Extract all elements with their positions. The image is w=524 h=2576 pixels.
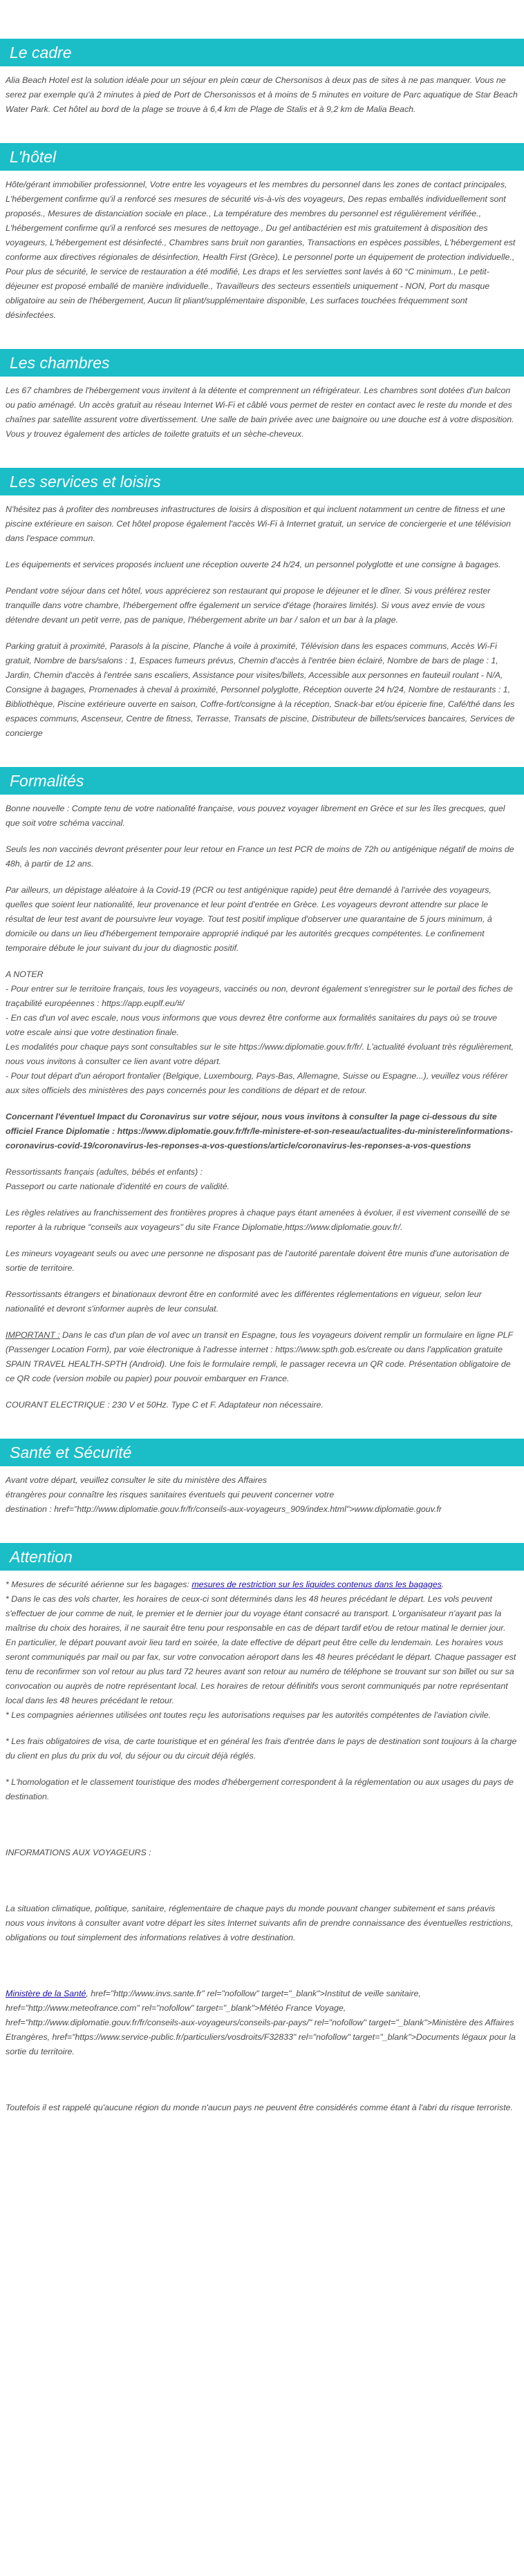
paragraph: * Les frais obligatoires de visa, de carte touristique et en général les frais d'entrée dans le pays de destination sont toujours à la charge du client en plus du prix du vol, du séjour ou du circuit déjà réglés. <box>6 1736 517 1761</box>
paragraph: INFORMATIONS AUX VOYAGEURS : <box>6 1848 151 1857</box>
section-chambres <box>0 349 524 442</box>
paragraph: Les 67 chambres de l'hébergement vous invitent à la détente et comprennent un réfrigérateur. Les chambres sont dotées d'un balcon ou patio aménagé. Un accès gratuit au réseau Internet Wi-Fi et câblé vous permet de rester en contact avec le reste du monde et des chaînes par satellite assurent votre divertissement. Une salle de bain privée avec une baignoire ou une douche est à votre disposition. Vous y trouvez également des articles de toilette gratuits et un sèche-cheveux. <box>6 386 514 439</box>
paragraph: A NOTER - Pour entrer sur le territoire français, tous les voyageurs, vaccinés ou non, devront également s'enregistrer sur le portail des fiches de traçabilité européennes : https://app.euplf.eu/#/ - En cas d'un vol avec escale, nous vous informons que vous devrez être conforme aux formalités sanitaires du pays où se trouve votre escale ainsi que votre destination finale. Les modalités pour chaque pays sont consultables sur le site https://www.diplomatie.gouv.fr/fr/. L'actualité évoluant très régulièrement, nous vous invitons à consulter ce lien avant votre départ. - Pour tout départ d'un aéroport frontalier (Belgique, Luxembourg, Pays-Bas, Allemagne, Suisse ou Espagne...), veuillez vous référer aux sites officiels des ministères des pays concernés pour les conditions de départ et de retour. <box>6 969 514 1095</box>
paragraph: Les mineurs voyageant seuls ou avec une personne ne disposant pas de l'autorité parentale doivent être munis d'une autorisation de sortie de territoire. <box>6 1249 509 1273</box>
coronavirus-notice: Concernant l'éventuel Impact du Coronavirus sur votre séjour, nous vous invitons à consulter la page ci-dessous du site officiel France Diplomatie : https://www.diplomatie.gouv.fr/fr/le-ministere-et-son-reseau/actualites-du-ministere/informations-coronavirus-covid-19/coronavirus-les-reponses-a-vos-questions/article/coronavirus-les-reponses-a-vos-questions <box>6 1112 513 1150</box>
section-title: L'hôtel <box>0 143 524 171</box>
section-attention <box>0 1543 524 2115</box>
paragraph: Ressortissants français (adultes, bébés et enfants) : Passeport ou carte nationale d'identité en cours de validité. <box>6 1167 230 1191</box>
page <box>0 39 524 2115</box>
paragraph: Avant votre départ, veuillez consulter le site du ministère des Affaires étrangères pour connaître les risques sanitaires éventuels qui peuvent concerner votre destination : href="http://www.diplomatie.gouv.fr/fr/conseils-aux-voyageurs_909/index.html">www.diplomatie.gouv.fr <box>6 1475 442 1514</box>
ministere-sante-link[interactable]: Ministère de la Santé <box>6 1989 86 1998</box>
paragraph: * L'homologation et le classement touristique des modes d'hébergement correspondent à la réglementation ou aux usages du pays de destination. <box>6 1777 514 1801</box>
paragraph: N'hésitez pas à profiter des nombreuses infrastructures de loisirs à disposition et qui incluent notamment un centre de fitness et une piscine extérieure en saison. Cet hôtel propose également l'accès Wi-Fi à Internet gratuit, un service de conciergerie et une télévision dans l'espace commun. <box>6 504 511 543</box>
security-paragraph <box>6 1578 518 1723</box>
security-prefix: * Mesures de sécurité aérienne sur les bagages: <box>6 1580 192 1589</box>
section-title: Santé et Sécurité <box>0 1439 524 1466</box>
paragraph: Par ailleurs, un dépistage aléatoire à la Covid-19 (PCR ou test antigénique rapide) peut être demandé à l'arrivée des voyageurs, quelles que soient leur nationalité, leur provenance et leur point d'entrée en Grèce. Les voyageurs devront attendre sur place le résultat de leur test avant de poursuivre leur voyage. Tout test positif implique d'observer une quarantaine de 5 jours minimum, à domicile ou dans un lieu d'hébergement temporaire approprié indiqué par les autorités grecques compétentes. Le confinement temporaire débute le jour suivant du jour du diagnostic positif. <box>6 885 492 953</box>
section-le-cadre <box>0 39 524 117</box>
paragraph: Ressortissants étrangers et binationaux devront être en conformité avec les différentes réglementations en vigueur, selon leur nationalité et devront s'informer auprès de leur consulat. <box>6 1289 482 1314</box>
section-hotel <box>0 143 524 323</box>
paragraph: La situation climatique, politique, sanitaire, réglementaire de chaque pays du monde pouvant changer subitement et sans préavis nous vous invitons à consulter avant votre départ les sites Internet suivants afin de prendre connaissance des éventuelles restrictions, obligations ou tout simplement des informations relatives à votre destination. <box>6 1904 514 1942</box>
section-title: Les chambres <box>0 349 524 377</box>
section-services-loisirs <box>0 468 524 741</box>
paragraph: Parking gratuit à proximité, Parasols à la piscine, Planche à voile à proximité, Télévision dans les espaces communs, Accès Wi-Fi gratuit, Nombre de bars/salons : 1, Espaces fumeurs prévus, Chemin d'accès à l'entrée bien éclairé, Nombre de bars de plage : 1, Jardin, Chemin d'accès à l'entrée sans escaliers, Assistance pour visites/billets, Accessible aux personnes en fauteuil roulant - N/A, Consigne à bagages, Promenades à cheval à proximité, Personnel polyglotte, Réception ouverte 24 h/24, Nombre de restaurants : 1, Bibliothèque, Piscine extérieure ouverte en saison, Coffre-fort/consigne à la réception, Snack-bar et/ou épicerie fine, Café/thé dans les espaces communs, Ascenseur, Centre de fitness, Terrasse, Transats de piscine, Distributeur de billets/services bancaires, Services de concierge <box>6 641 515 738</box>
liquids-restriction-link[interactable]: mesures de restriction sur les liquides contenus dans les bagages <box>191 1580 442 1589</box>
important-text: Dans le cas d'un plan de vol avec un transit en Espagne, tous les voyageurs doivent remplir un formulaire en ligne PLF (Passenger Location Form), par voie électronique à l'adresse internet : https://www.spth.gob.es/create ou dans l'application gratuite SPAIN TRAVEL HEALTH-SPTH (Android). Une fois le formulaire rempli, le passager recevra un QR code. Présentation obligatoire de ce QR code (version mobile ou papier) pour pouvoir embarquer en France. <box>6 1330 513 1383</box>
paragraph: Pendant votre séjour dans cet hôtel, vous apprécierez son restaurant qui propose le déjeuner et le dîner. Si vous préférez rester tranquille dans votre chambre, l'hébergement offre également un service d'étage (horaires limités). Si vous avez envie de vous détendre devant un petit verre, pas de panique, l'hébergement abrite un bar / salon et un bar à la plage. <box>6 586 491 625</box>
important-paragraph <box>6 1328 518 1386</box>
paragraph: Les équipements et services proposés incluent une réception ouverte 24 h/24, un personnel polyglotte et une consigne à bagages. <box>6 560 501 569</box>
paragraph: Toutefois il est rappelé qu'aucune région du monde n'aucun pays ne peuvent être considérés comme étant à l'abri du risque terroriste. <box>6 2103 513 2112</box>
section-title: Formalités <box>0 767 524 795</box>
paragraph: COURANT ELECTRIQUE : 230 V et 50Hz. Type C et F. Adaptateur non nécessaire. <box>6 1400 324 1410</box>
section-sante-securite <box>0 1439 524 1517</box>
section-title: Le cadre <box>0 39 524 66</box>
links-rest: , href="http://www.invs.sante.fr" rel="nofollow" target="_blank">Institut de veille sanitaire, href="http://www.meteofrance.com" rel="nofollow" target="_blank">Météo France Voyage, href="http://www.diplomatie.gouv.fr/fr/conseils-aux-voyageurs/conseils-par-pays/" rel="nofollow" target="_blank">Ministère des Affaires Etrangères, href="https://www.service-public.fr/particuliers/vosdroits/F32833" rel="nofollow" target="_blank">Documents légaux pour la sortie du territoire. <box>6 1989 516 2056</box>
section-formalites <box>0 767 524 1412</box>
links-paragraph <box>6 1987 518 2059</box>
section-title: Attention <box>0 1543 524 1571</box>
paragraph: Alia Beach Hotel est la solution idéale pour un séjour en plein cœur de Chersonisos à deux pas de sites à ne pas manquer. Vous ne serez par exemple qu'à 2 minutes à pied de Port de Chersonissos et à moins de 5 minutes en voiture de Parc aquatique de Star Beach Water Park. Cet hôtel au bord de la plage se trouve à 6,4 km de Plage de Stalis et à 9,2 km de Malia Beach. <box>6 75 518 114</box>
security-rest: . * Dans le cas des vols charter, les horaires de ceux-ci sont déterminés dans les 48 heures précédant le départ. Les vols peuvent s'effectuer de jour comme de nuit, le premier et le dernier jour du voyage étant consacré au transport. L'organisateur n'ayant pas la maîtrise du choix des horaires, il ne saurait être tenu pour responsable en cas de départ tardif et/ou de retour matinal le dernier jour. En particulier, le départ pouvant avoir lieu tard en soirée, la date effective de départ peut être celle du lendemain. Les horaires vous seront communiqués par mail ou par fax, sur votre convocation aéroport dans les 48 heures précédant le départ. Chaque passager est tenu de reconfirmer son vol retour au plus tard 72 heures avant son retour au numéro de téléphone se trouvant sur son billet ou sur sa convocation ou auprès de notre représentant local. Les horaires de retour définitifs vous seront communiqués par notre représentant local dans les 48 heures précédant le retour. * Les compagnies aériennes utilisées ont toutes reçu les autorisations requises par les autorités compétentes de l'aviation civile. <box>6 1580 516 1720</box>
paragraph: Les règles relatives au franchissement des frontières propres à chaque pays étant amenées à évoluer, il est vivement conseillé de se reporter à la rubrique "conseils aux voyageurs" du site France Diplomatie,https://www.diplomatie.gouv.fr/. <box>6 1208 510 1232</box>
section-title: Les services et loisirs <box>0 468 524 495</box>
paragraph: Hôte/gérant immobilier professionnel, Votre entre les voyageurs et les membres du personnel dans les zones de contact principales, L'hébergement confirme qu'il a renforcé ses mesures de sécurité vis-à-vis des voyageurs, Des repas emballés individuellement sont proposés., Mesures de distanciation sociale en place., La température des membres du personnel est régulièrement vérifiée., L'hébergement confirme qu'il a renforcé ses mesures de nettoyage., Du gel antibactérien est mis gratuitement à disposition des voyageurs, L'hébergement est désinfecté., Chambres sans bruit non garanties, Transactions en espèces possibles, L'hébergement est conforme aux directives régionales de désinfection, Health First (Grèce), Le personnel porte un équipement de protection individuelle., Pour plus de sécurité, le service de restauration a été modifié, Les draps et les serviettes sont lavés à 60 °C minimum., Le petit-déjeuner est proposé emballé de manière individuelle., Travailleurs des secteurs essentiels uniquement - NON, Port du masque obligatoire au sein de l'hébergement, Aucun lit pliant/supplémentaire disponible, Les surfaces touchées fréquemment sont désinfectées. <box>6 180 516 320</box>
paragraph: Bonne nouvelle : Compte tenu de votre nationalité française, vous pouvez voyager librement en Grèce et sur les îles grecques, quel que soit votre schéma vaccinal. <box>6 804 505 828</box>
paragraph: Seuls les non vaccinés devront présenter pour leur retour en France un test PCR de moins de 72h ou antigénique négatif de moins de 48h, à partir de 12 ans. <box>6 844 514 869</box>
important-label: IMPORTANT : <box>6 1330 60 1340</box>
